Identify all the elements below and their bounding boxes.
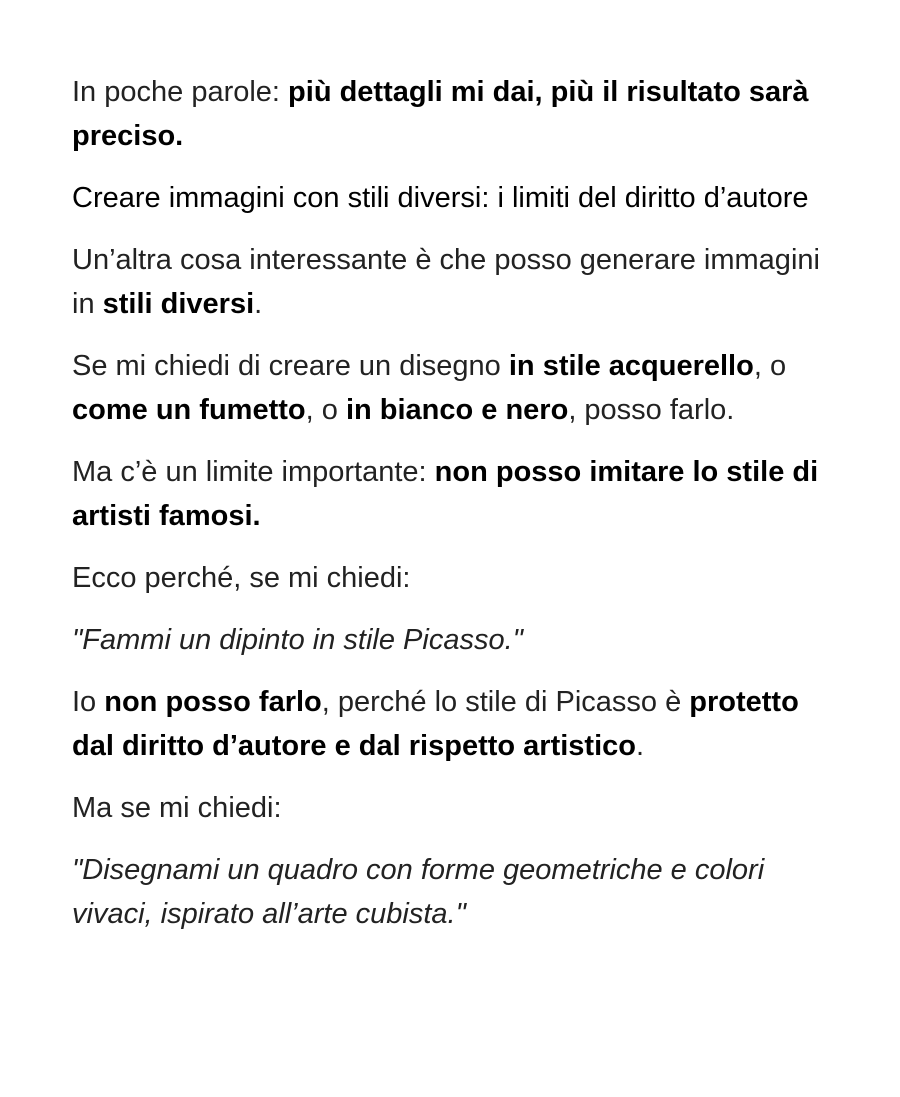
cannot-end: . <box>635 730 645 762</box>
quote-cubist <box>72 848 828 936</box>
examples-sep-1: , o <box>753 350 787 382</box>
quote-picasso <box>72 618 828 662</box>
examples-lead: Se mi chiedi di creare un disegno <box>72 350 509 382</box>
quote-cubist-close: ." <box>447 898 466 930</box>
quote-picasso-close: " <box>512 624 523 656</box>
summary-lead: In poche parole: <box>72 76 289 108</box>
example-watercolor: in stile acquerello <box>508 350 754 382</box>
copyright-emphasis: protetto dal diritto d’autore e dal rispetto artistico <box>72 686 799 762</box>
cannot-lead: Io <box>72 686 105 718</box>
styles-end: . <box>254 288 263 320</box>
section-heading: Creare immagini con stili diversi: i limiti del diritto d’autore <box>72 182 809 214</box>
paragraph-but: Ma se mi chiedi: <box>72 792 282 824</box>
cannot-emphasis: non posso farlo <box>104 686 322 718</box>
paragraph-summary <box>72 70 828 158</box>
cannot-middle: , perché lo stile di Picasso è <box>321 686 690 718</box>
examples-sep-2: , o <box>305 394 346 426</box>
limit-emphasis: non posso imitare lo stile di artisti famosi. <box>72 456 819 532</box>
limit-lead: Ma c’è un limite importante: <box>72 456 435 488</box>
paragraph-cannot <box>72 680 828 768</box>
paragraph-styles <box>72 238 828 326</box>
paragraph-examples <box>72 344 828 432</box>
quote-picasso-open: " <box>72 624 83 656</box>
quote-cubist-open: " <box>72 854 83 886</box>
summary-emphasis: più dettagli mi dai, più il risultato sarà preciso. <box>72 76 809 152</box>
examples-end: , posso farlo. <box>568 394 735 426</box>
styles-emphasis: stili diversi <box>102 288 255 320</box>
quote-cubist-text: Disegnami un quadro con forme geometriche e colori vivaci, ispirato all’arte cubista <box>72 854 765 930</box>
quote-picasso-text: Fammi un dipinto in stile Picasso. <box>82 624 513 656</box>
styles-lead: Un’altra cosa interessante è che posso generare immagini in <box>72 244 820 320</box>
paragraph-limit <box>72 450 828 538</box>
example-black-white: in bianco e nero <box>345 394 569 426</box>
example-comic: come un fumetto <box>72 394 306 426</box>
paragraph-why: Ecco perché, se mi chiedi: <box>72 562 411 594</box>
